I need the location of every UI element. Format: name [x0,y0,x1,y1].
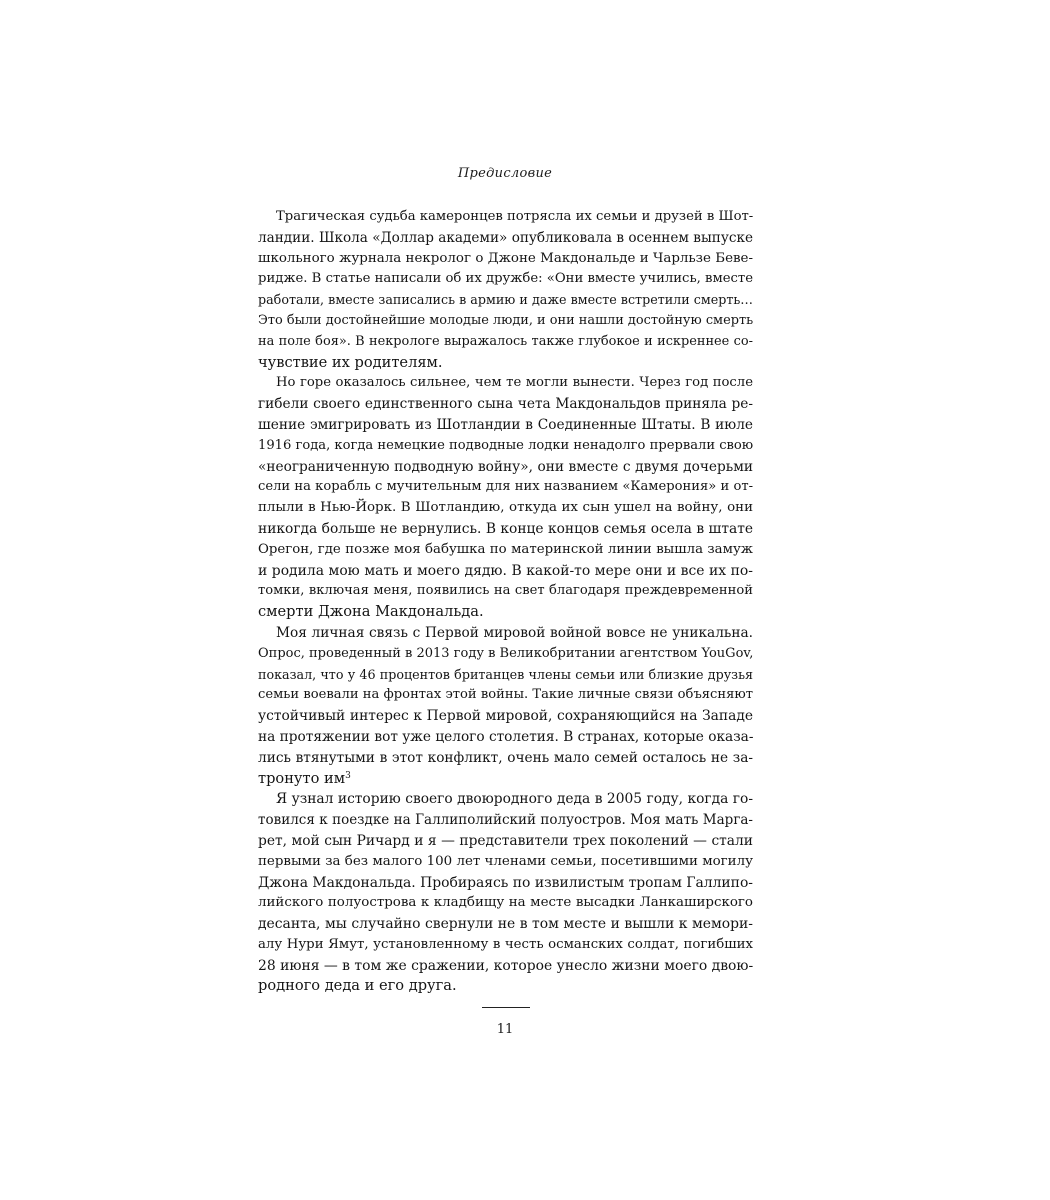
text-line [258,373,753,394]
line-text: показал, что у 46 процентов британцев члены семьи или близкие друзья [258,666,753,682]
page-number: 11 [496,1022,514,1037]
text-line [258,893,753,914]
text-line [258,436,753,457]
text-line [258,602,753,623]
text-line [258,228,753,249]
line-text: смерти Джона Макдональда. [258,603,484,621]
line-text: плыли в Нью-Йорк. В Шотландию, откуда их сын ушел на войну, они [258,500,753,516]
line-text: семьи воевали на фронтах этой войны. Такие личные связи объясняют [258,687,753,703]
line-text: Это были достойнейшие молодые люди, и они нашли достойную смерть [258,312,754,328]
line-text: Моя личная связь с Первой мировой войной вовсе не уникальна. [276,624,753,641]
running-head: Предисловие [457,166,553,181]
text-line [258,623,753,644]
line-text: томки, включая меня, появились на свет благодаря преждевременной [258,583,753,599]
text-line [258,706,753,727]
text-line [258,477,753,498]
line-text: родного деда и его друга. [258,977,457,995]
text-line [258,685,753,706]
text-line [258,540,753,561]
line-text: Но горе оказалось сильнее, чем те могли вынести. Через год после [276,375,753,391]
text-line [258,873,753,894]
text-line [258,519,753,540]
line-text: и родила мою мать и моего дядю. В какой-то мере они и все их по- [258,562,753,579]
text-line [258,415,753,436]
line-text: школьного журнала некролог о Джоне Макдональде и Чарльзе Беве- [258,250,753,266]
line-text: сели на корабль с мучительным для них названием «Камерония» и от- [258,479,753,495]
text-line [258,976,753,997]
line-text: ландии. Школа «Доллар академи» опубликовала в осеннем выпуске [258,229,753,246]
text-line [258,290,753,311]
line-text: 28 июня — в том же сражении, которое унесло жизни моего двою- [258,957,754,974]
text-line [258,394,753,415]
line-text: товился к поездке на Галлиполийский полуостров. Моя мать Марга- [258,812,753,829]
line-text: гибели своего единственного сына чета Макдональдов приняла ре- [258,396,753,413]
line-text: на поле боя». В некрологе выражалось также глубокое и искреннее со- [258,333,753,349]
text-line [258,498,753,519]
text-line [258,269,753,290]
line-text: тронуто им [258,769,346,787]
line-text: чувствие их родителям. [258,353,443,371]
line-text: Орегон, где позже моя бабушка по материнской линии вышла замуж [258,541,753,557]
text-line [258,561,753,582]
text-line [258,935,753,956]
text-line [258,727,753,748]
footnote-ref[interactable]: 3 [345,770,351,781]
line-text: лийского полуострова к кладбищу на месте высадки Ланкаширского [258,895,753,911]
footer-rule [482,1007,530,1008]
line-text: ридже. В статье написали об их дружбе: «Они вместе учились, вместе [258,271,753,287]
text-line [258,810,753,831]
text-line [258,332,753,353]
body-text [258,207,753,997]
line-text: устойчивый интерес к Первой мировой, сохраняющийся на Западе [258,708,753,725]
line-text: Опрос, проведенный в 2013 году в Великобритании агентством YouGov, [258,645,754,661]
line-text: никогда больше не вернулись. В конце концов семья осела в штате [258,520,753,537]
line-text: работали, вместе записались в армию и даже вместе встретили смерть… [258,292,753,308]
text-line [258,457,753,478]
text-line [258,207,753,228]
text-line [258,644,753,665]
text-line [258,852,753,873]
line-text: лись втянутыми в этот конфликт, очень мало семей осталось не за- [258,749,753,766]
text-line [258,789,753,810]
text-line [258,914,753,935]
text-line [258,665,753,686]
text-line [258,748,753,769]
paragraph [258,207,753,373]
line-text: первыми за без малого 100 лет членами семьи, посетившими могилу [258,853,753,869]
line-text: десанта, мы случайно свернули не в том месте и вышли к мемори- [258,916,753,933]
paragraph [258,623,753,789]
line-text: Джона Макдональда. Пробираясь по извилистым тропам Галлипо- [258,874,753,891]
paragraph [258,373,753,623]
text-line [258,353,753,374]
text-line [258,311,753,332]
paragraph [258,789,753,997]
text-line [258,831,753,852]
text-line [258,581,753,602]
line-text: рет, мой сын Ричард и я — представители трех поколений — стали [258,832,753,849]
text-line [258,249,753,270]
line-text: «неограниченную подводную войну», они вместе с двумя дочерьми [258,458,753,475]
text-line [258,956,753,977]
line-text: шение эмигрировать из Шотландии в Соединенные Штаты. В июле [258,416,753,433]
line-text: Я узнал историю своего двоюродного деда в 2005 году, когда го- [276,791,753,808]
line-text: алу Нури Ямут, установленному в честь османских солдат, погибших [258,936,753,952]
text-line [258,769,753,790]
line-text: Трагическая судьба камеронцев потрясла их семьи и друзей в Шот- [276,209,754,224]
line-text: 1916 года, когда немецкие подводные лодки ненадолго прервали свою [258,437,754,453]
line-text: на протяжении вот уже целого столетия. В странах, которые оказа- [258,728,754,745]
